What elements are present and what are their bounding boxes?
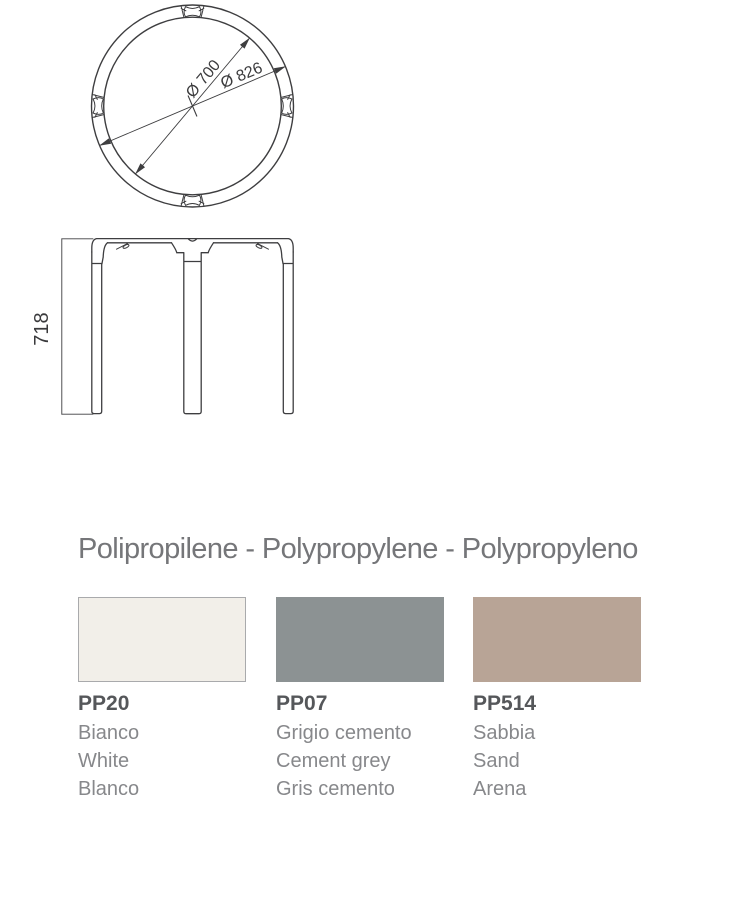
finish-swatch-pp514 [473,597,641,682]
finish-swatch-pp07 [276,597,444,682]
leg-mount-left [92,95,103,118]
leg-mount-bottom [181,195,204,206]
leg-mount-top [181,6,204,17]
finish-names-pp514 [473,719,535,803]
technical-drawing [0,0,660,440]
finish-name-en: Cement grey [276,750,391,772]
right-leg-outline [278,243,294,414]
finish-name-en: White [78,750,130,772]
finish-name-es: Arena [473,778,527,800]
left-leg-outline [92,243,108,414]
material-title: Polipropilene - Polypropylene - Polypropyleno [78,533,638,565]
center-leg-outline [172,243,214,414]
height-dimension-label: 718 [31,312,53,346]
finish-name-it: Sabbia [473,722,536,744]
rim-joint-dot-left [123,244,130,249]
rim-joint-dot-right [256,244,263,249]
top-view-drawing [92,5,294,207]
finish-name-en: Sand [473,750,520,772]
finish-code-pp514: PP514 [473,692,537,715]
finish-names-pp20 [78,719,139,803]
leg-mount-right [281,95,292,118]
finish-code-pp07: PP07 [276,692,328,715]
finish-name-it: Bianco [78,722,140,744]
table-rim-outline [92,239,293,252]
finish-names-pp07 [276,719,412,803]
finish-code-pp20: PP20 [78,692,130,715]
finish-name-es: Gris cemento [276,778,395,800]
finish-name-es: Blanco [78,778,140,800]
finish-name-it: Grigio cemento [276,722,412,744]
dimension-label-inner-diameter: Ø 700 [183,56,225,102]
dimension-label-outer-diameter: Ø 826 [218,59,266,93]
finish-swatch-pp20 [78,597,246,682]
side-view-drawing [62,239,293,415]
